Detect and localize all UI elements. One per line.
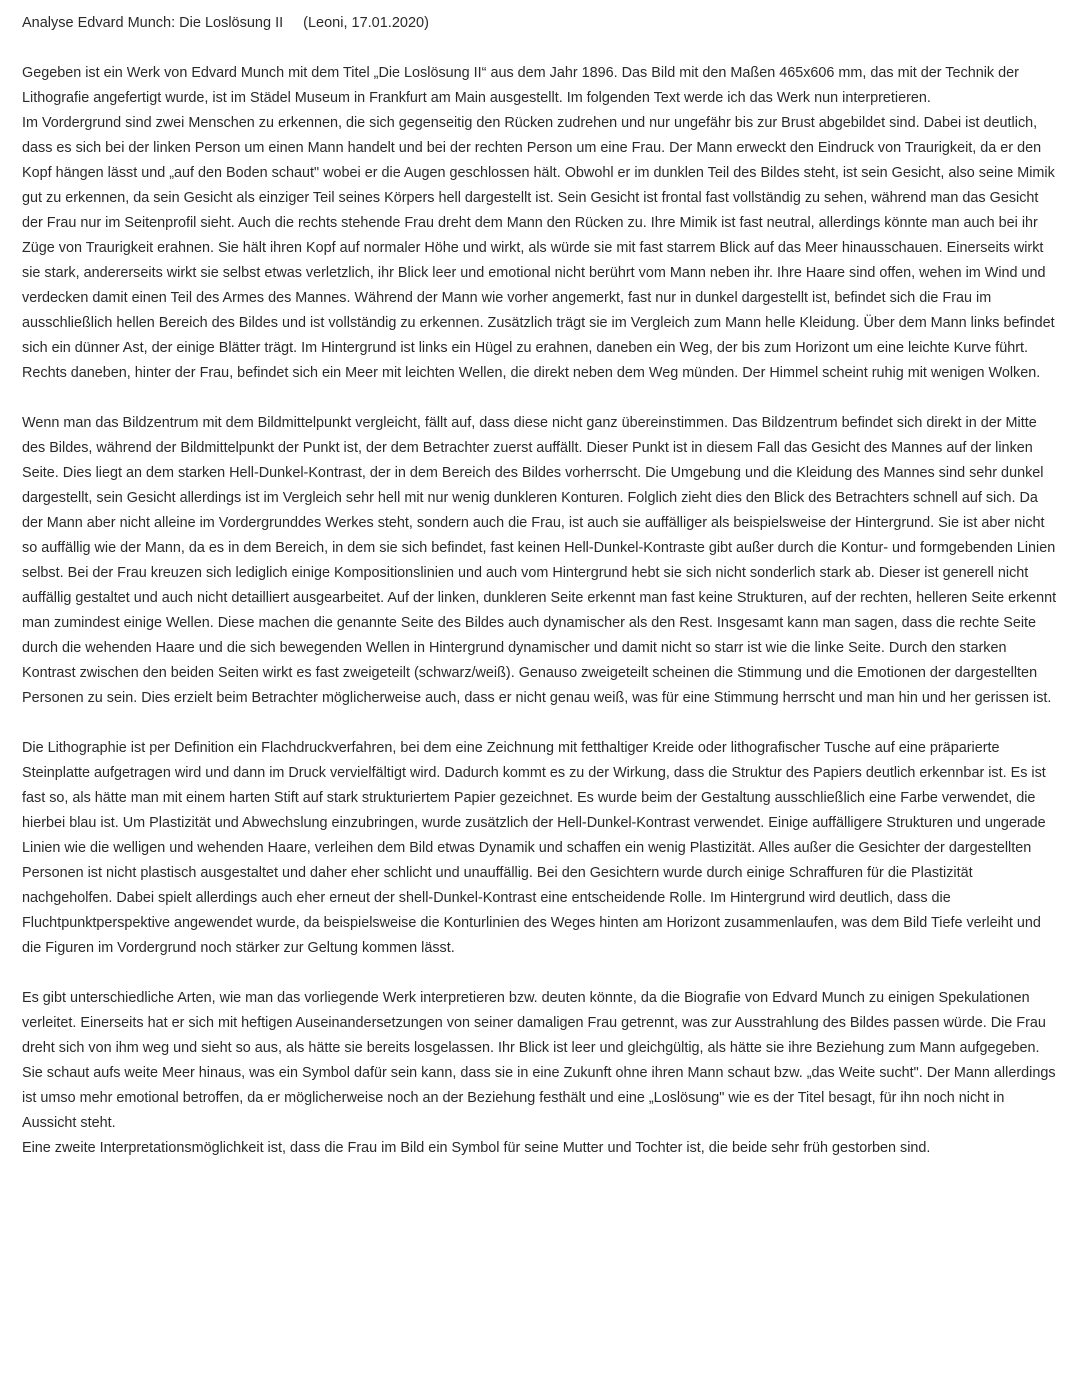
paragraph-composition: Wenn man das Bildzentrum mit dem Bildmittelpunkt vergleicht, fällt auf, dass diese nicht ganz übereinstimmen. Das Bildzentrum befindet sich direkt in der Mitte des Bildes, während der Bildmittelpunkt der Punkt ist, der dem Betrachter zuerst auffällt. Dieser Punkt ist in diesem Fall das Gesicht des Mannes auf der linken Seite. Dies liegt an dem starken Hell-Dunkel-Kontrast, der in dem Bereich des Bildes vorherrscht. Die Umgebung und die Kleidung des Mannes sind sehr dunkel dargestellt, sein Gesicht allerdings ist im Vergleich sehr hell mit nur wenig dunkleren Konturen. Folglich zieht dies den Blick des Betrachters schnell auf sich. Da der Mann aber nicht alleine im Vordergrunddes Werkes steht, sondern auch die Frau, ist auch sie auffälliger als beispielsweise der Hintergrund. Sie ist aber nicht so auffällig wie der Mann, da es in dem Bereich, in dem sie sich befindet, fast keinen Hell-Dunkel-Kontraste gibt außer durch die Kontur- und formgebenden Linien selbst. Bei der Frau kreuzen sich lediglich einige Kompositionslinien und auch vom Hintergrund hebt sie sich nicht sonderlich stark ab. Dieser ist generell nicht auffällig gestaltet und auch nicht detailliert ausgearbeitet. Auf der linken, dunkleren Seite erkennt man fast keine Strukturen, auf der rechten, helleren Seite erkennt man zumindest einige Wellen. Diese machen die genannte Seite des Bildes auch dynamischer als den Rest. Insgesamt kann man sagen, dass die rechte Seite durch die wehenden Haare und die sich bewegenden Wellen in Hintergrund dynamischer und damit nicht so starr ist wie die linke Seite. Durch den starken Kontrast zwischen den beiden Seiten wirkt es fast zweigeteilt (schwarz/weiß). Genauso zweigeteilt scheinen die Stimmung und die Emotionen der dargestellten Personen zu sein. Dies erzielt beim Betrachter möglicherweise auch, dass er nicht genau weiß, was für eine Stimmung herrscht und man hin und her gerissen ist. xyxy=(22,415,1057,706)
paragraph-description: Im Vordergrund sind zwei Menschen zu erkennen, die sich gegenseitig den Rücken zudrehen und nur ungefähr bis zur Brust abgebildet sind. Dabei ist deutlich, dass es sich bei der linken Person um einen Mann handelt und bei der rechten Person um eine Frau. Der Mann erweckt den Eindruck von Traurigkeit, da er den Kopf hängen lässt und „auf den Boden schaut" wobei er die Augen geschlossen hält. Obwohl er im dunklen Teil des Bildes steht, ist sein Gesicht, also seine Mimik gut zu erkennen, da sein Gesicht als einziger Teil seines Körpers hell dargestellt ist. Sein Gesicht ist frontal fast vollständig zu sehen, während man das Gesicht der Frau nur im Seitenprofil sieht. Auch die rechts stehende Frau dreht dem Mann den Rücken zu. Ihre Mimik ist fast neutral, allerdings könnte man auch bei ihr Züge von Traurigkeit erahnen. Sie hält ihren Kopf auf normaler Höhe und wirkt, als würde sie mit fast starrem Blick auf das Meer hinausschauen. Einerseits wirkt sie stark, andererseits wirkt sie selbst etwas verletzlich, ihr Blick leer und emotional nicht berührt vom Mann neben ihr. Ihre Haare sind offen, wehen im Wind und verdecken damit einen Teil des Armes des Mannes. Während der Mann wie vorher angemerkt, fast nur in dunkel dargestellt ist, befindet sich die Frau im ausschließlich hellen Bereich des Bildes und ist vollständig zu erkennen. Zusätzlich trägt sie im Vergleich zum Mann helle Kleidung. Über dem Mann links befindet sich ein dünner Ast, der einige Blätter trägt. Im Hintergrund ist links ein Hügel zu erahnen, daneben ein Weg, der bis zum Horizont um eine leichte Kurve führt. Rechts daneben, hinter der Frau, befindet sich ein Meer mit leichten Wellen, die direkt neben dem Weg münden. Der Himmel scheint ruhig mit wenigen Wolken. xyxy=(22,115,1055,381)
paragraph-introduction: Gegeben ist ein Werk von Edvard Munch mit dem Titel „Die Loslösung II“ aus dem Jahr 1896. Das Bild mit den Maßen 465x606 mm, das mit der Technik der Lithografie angefertigt wurde, ist im Städel Museum in Frankfurt am Main ausgestellt. Im folgenden Text werde ich das Werk nun interpretieren. xyxy=(22,65,1019,106)
paragraph-interpretation: Es gibt unterschiedliche Arten, wie man das vorliegende Werk interpretieren bzw. deuten könnte, da die Biografie von Edvard Munch zu einigen Spekulationen verleitet. Einerseits hat er sich mit heftigen Auseinandersetzungen von seiner damaligen Frau getrennt, was zur Ausstrahlung des Bildes passen würde. Die Frau dreht sich von ihm weg und sieht so aus, als hätte sie bereits losgelassen. Ihr Blick ist leer und gleichgültig, als hätte sie ihre Beziehung zum Mann aufgegeben. Sie schaut aufs weite Meer hinaus, was ein Symbol dafür sein kann, dass sie in eine Zukunft ohne ihren Mann schaut bzw. „das Weite sucht". Der Mann allerdings ist umso mehr emotional betroffen, da er möglicherweise noch an der Beziehung festhält und eine „Loslösung" wie es der Titel besagt, für ihn noch nicht in Aussicht steht. xyxy=(22,990,1056,1131)
document-author-date: (Leoni, 17.01.2020) xyxy=(303,15,429,31)
document-heading xyxy=(22,11,1058,36)
document-page xyxy=(22,11,1058,1161)
paragraph-technique: Die Lithographie ist per Definition ein Flachdruckverfahren, bei dem eine Zeichnung mit fetthaltiger Kreide oder lithografischer Tusche auf eine präparierte Steinplatte aufgetragen wird und dann im Druck vervielfältigt wird. Dadurch kommt es zu der Wirkung, dass die Struktur des Papiers deutlich erkennbar ist. Es ist fast so, als hätte man mit einem harten Stift auf stark strukturiertem Papier gezeichnet. Es wurde beim der Gestaltung ausschließlich eine Farbe verwendet, die hierbei blau ist. Um Plastizität und Abwechslung einzubringen, wurde zusätzlich der Hell-Dunkel-Kontrast verwendet. Einige auffälligere Strukturen und ungerade Linien wie die welligen und wehenden Haare, verleihen dem Bild etwas Dynamik und schaffen ein wenig Plastizität. Alles außer die Gesichter der dargestellten Personen ist nicht plastisch ausgestaltet und daher eher schlicht und unauffällig. Bei den Gesichtern wurde durch einige Schraffuren für die Plastizität nachgeholfen. Dabei spielt allerdings auch eher erneut der shell-Dunkel-Kontrast eine entscheidende Rolle. Im Hintergrund wird deutlich, dass die Fluchtpunktperspektive angewendet wurde, da beispielsweise die Konturlinien des Weges hinten am Horizont zusammenlaufen, was dem Bild Tiefe verleiht und die Figuren im Vordergrund noch stärker zur Geltung kommen lässt. xyxy=(22,740,1046,956)
paragraph-second-interpretation: Eine zweite Interpretationsmöglichkeit ist, dass die Frau im Bild ein Symbol für seine Mutter und Tochter ist, die beide sehr früh gestorben sind. xyxy=(22,1140,931,1156)
document-title: Analyse Edvard Munch: Die Loslösung II xyxy=(22,15,284,31)
